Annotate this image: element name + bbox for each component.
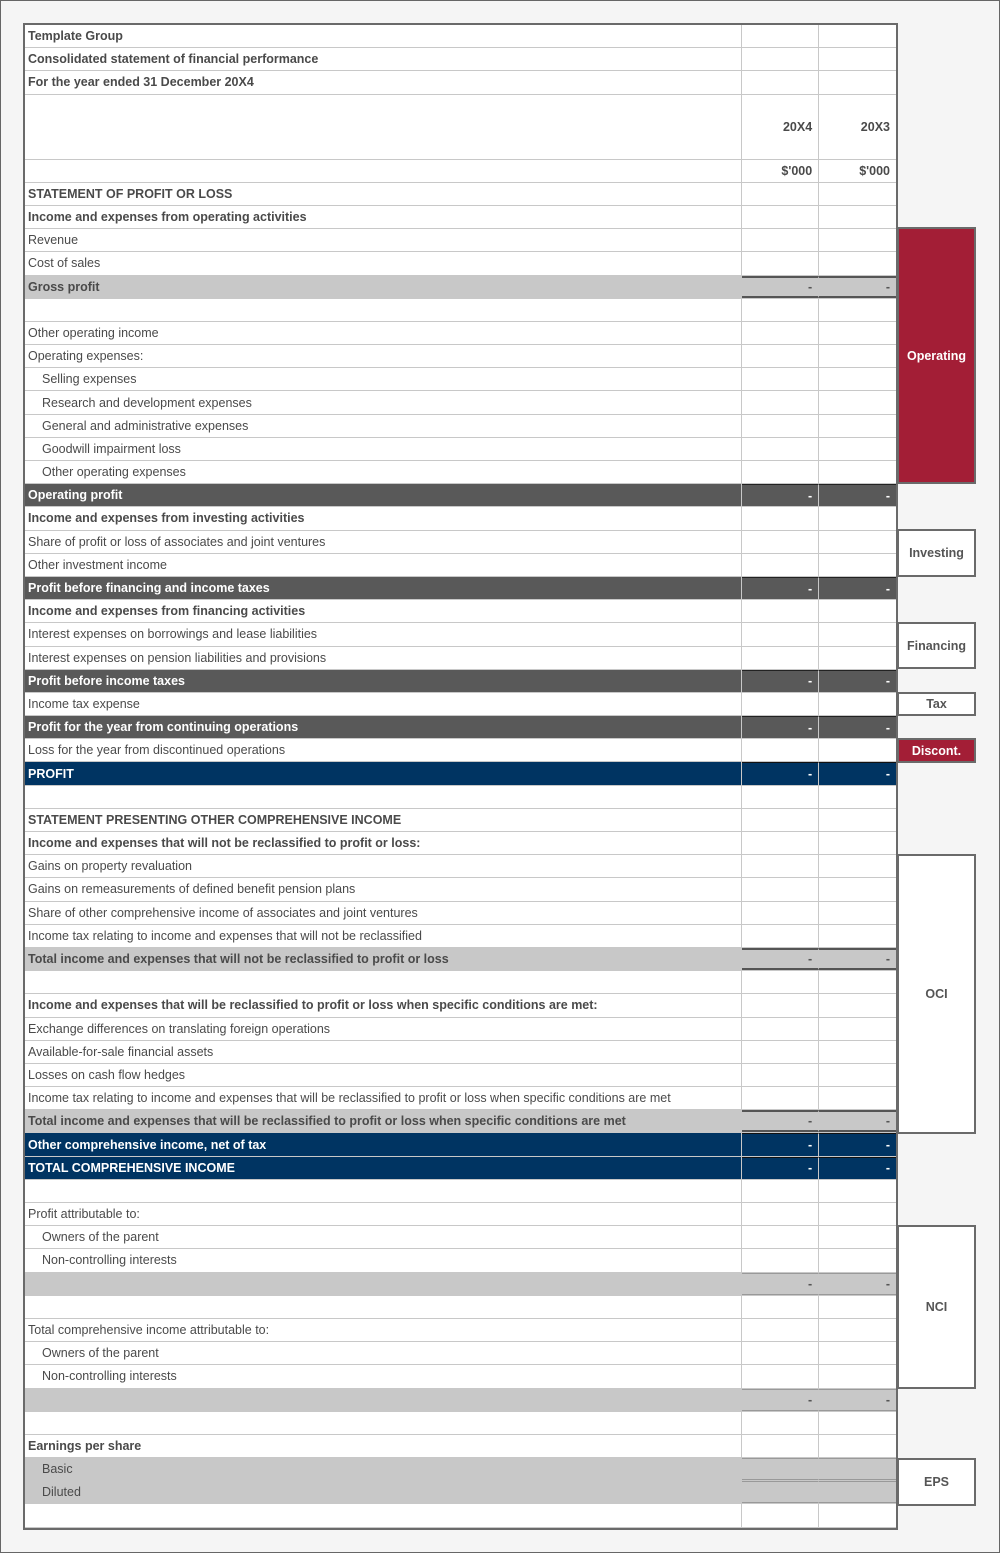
value-current[interactable] xyxy=(742,600,819,622)
table-row xyxy=(25,1064,896,1087)
table-row xyxy=(25,1296,896,1319)
row-label xyxy=(25,299,742,321)
value-prior[interactable] xyxy=(819,1342,896,1364)
side-label: Operating xyxy=(906,348,967,363)
value-prior[interactable] xyxy=(819,971,896,993)
value-prior[interactable] xyxy=(819,1041,896,1063)
value-current[interactable] xyxy=(742,438,819,460)
row-label: Other operating income xyxy=(25,322,742,344)
value-current[interactable] xyxy=(742,971,819,993)
value-prior[interactable] xyxy=(819,1481,896,1503)
cell[interactable] xyxy=(819,71,896,93)
value-current[interactable]: - xyxy=(742,716,819,738)
value-prior[interactable] xyxy=(819,1087,896,1109)
row-label xyxy=(25,786,742,808)
row-label: Non-controlling interests xyxy=(25,1365,742,1387)
row-label: Income and expenses from investing activities xyxy=(25,507,742,529)
value-prior[interactable] xyxy=(819,809,896,831)
table-row xyxy=(25,809,896,832)
value-current[interactable] xyxy=(742,368,819,390)
value-prior[interactable] xyxy=(819,1365,896,1387)
table-row xyxy=(25,902,896,925)
value-prior[interactable] xyxy=(819,415,896,437)
value-current[interactable] xyxy=(742,1481,819,1503)
value-prior[interactable] xyxy=(819,206,896,228)
table-row xyxy=(25,345,896,368)
table-row xyxy=(25,925,896,948)
row-label: Profit before income taxes xyxy=(25,670,742,692)
table-row xyxy=(25,438,896,461)
value-prior[interactable] xyxy=(819,299,896,321)
header-row-period xyxy=(25,71,896,94)
side-panel-tax xyxy=(898,692,976,716)
table-row xyxy=(25,368,896,391)
table-row xyxy=(25,554,896,577)
row-label: Other investment income xyxy=(25,554,742,576)
value-current[interactable] xyxy=(742,1296,819,1318)
value-prior[interactable] xyxy=(819,229,896,251)
row-label: Income and expenses that will be reclassified to profit or loss when specific conditions are met: xyxy=(25,994,742,1016)
value-prior[interactable] xyxy=(819,554,896,576)
table-row xyxy=(25,1481,896,1504)
row-label: Owners of the parent xyxy=(25,1342,742,1364)
row-label: Other operating expenses xyxy=(25,461,742,483)
value-current[interactable]: - xyxy=(742,1110,819,1132)
row-label: Exchange differences on translating foreign operations xyxy=(25,1018,742,1040)
side-panel-eps xyxy=(898,1458,976,1506)
side-label: Financing xyxy=(906,638,967,653)
income-statement-sheet xyxy=(23,23,898,1530)
value-current[interactable] xyxy=(742,786,819,808)
table-row xyxy=(25,762,896,785)
value-current[interactable] xyxy=(742,1018,819,1040)
value-prior[interactable] xyxy=(819,531,896,553)
row-label: Profit attributable to: xyxy=(25,1203,742,1225)
row-label: Total income and expenses that will not be reclassified to profit or loss xyxy=(25,948,742,970)
cell[interactable] xyxy=(742,25,819,47)
value-current[interactable] xyxy=(742,1412,819,1434)
value-current[interactable] xyxy=(742,461,819,483)
value-current[interactable] xyxy=(742,1064,819,1086)
table-row xyxy=(25,1389,896,1412)
table-row xyxy=(25,1018,896,1041)
value-prior[interactable]: - xyxy=(819,762,896,784)
table-row xyxy=(25,1110,896,1133)
value-prior[interactable] xyxy=(819,994,896,1016)
side-panel-oci xyxy=(898,854,976,1134)
value-current[interactable]: - xyxy=(742,276,819,298)
row-label: Gross profit xyxy=(25,276,742,298)
value-current[interactable] xyxy=(742,507,819,529)
value-current[interactable] xyxy=(742,391,819,413)
table-row xyxy=(25,600,896,623)
value-current[interactable]: - xyxy=(742,1157,819,1179)
side-panel-financing xyxy=(898,622,976,669)
table-row xyxy=(25,507,896,530)
table-row xyxy=(25,971,896,994)
row-label: Income and expenses from financing activities xyxy=(25,600,742,622)
value-prior[interactable] xyxy=(819,832,896,854)
statement-rows xyxy=(25,183,896,1528)
table-row xyxy=(25,299,896,322)
row-label: Revenue xyxy=(25,229,742,251)
row-label: Operating profit xyxy=(25,484,742,506)
cell[interactable] xyxy=(742,71,819,93)
value-current[interactable] xyxy=(742,554,819,576)
value-current[interactable] xyxy=(742,1504,819,1526)
value-prior[interactable] xyxy=(819,1319,896,1341)
value-current[interactable] xyxy=(742,994,819,1016)
row-label: Profit for the year from continuing operations xyxy=(25,716,742,738)
table-row xyxy=(25,1226,896,1249)
header-row-units xyxy=(25,160,896,183)
header-row-title xyxy=(25,48,896,71)
table-row xyxy=(25,693,896,716)
unit-current: $'000 xyxy=(742,160,819,182)
row-label: Share of profit or loss of associates and joint ventures xyxy=(25,531,742,553)
value-prior[interactable]: - xyxy=(819,577,896,599)
value-current[interactable] xyxy=(742,252,819,274)
row-label: Operating expenses: xyxy=(25,345,742,367)
value-current[interactable] xyxy=(742,299,819,321)
value-current[interactable] xyxy=(742,1203,819,1225)
value-current[interactable] xyxy=(742,855,819,877)
value-prior[interactable]: - xyxy=(819,1273,896,1295)
row-label: Profit before financing and income taxes xyxy=(25,577,742,599)
value-prior[interactable] xyxy=(819,322,896,344)
row-label: Gains on property revaluation xyxy=(25,855,742,877)
cell[interactable] xyxy=(742,48,819,70)
row-label: Other comprehensive income, net of tax xyxy=(25,1133,742,1155)
value-prior[interactable]: - xyxy=(819,670,896,692)
row-label: Owners of the parent xyxy=(25,1226,742,1248)
row-label: Losses on cash flow hedges xyxy=(25,1064,742,1086)
side-label: NCI xyxy=(925,1300,948,1314)
row-label: Interest expenses on borrowings and lease liabilities xyxy=(25,623,742,645)
value-prior[interactable] xyxy=(819,461,896,483)
value-prior[interactable]: - xyxy=(819,1389,896,1411)
blank-label xyxy=(25,95,742,159)
table-row xyxy=(25,623,896,646)
value-prior[interactable] xyxy=(819,1180,896,1202)
value-prior[interactable] xyxy=(819,1203,896,1225)
row-label: Selling expenses xyxy=(25,368,742,390)
table-row xyxy=(25,1412,896,1435)
side-label: OCI xyxy=(925,987,948,1001)
table-row xyxy=(25,183,896,206)
table-row xyxy=(25,1180,896,1203)
value-prior[interactable] xyxy=(819,1249,896,1271)
table-row xyxy=(25,577,896,600)
blank-label xyxy=(25,160,742,182)
value-current[interactable] xyxy=(742,693,819,715)
row-label: Share of other comprehensive income of associates and joint ventures xyxy=(25,902,742,924)
table-row xyxy=(25,994,896,1017)
header-row-company xyxy=(25,25,896,48)
value-current[interactable]: - xyxy=(742,484,819,506)
side-label: EPS xyxy=(923,1475,949,1489)
value-current[interactable] xyxy=(742,1180,819,1202)
value-prior[interactable] xyxy=(819,693,896,715)
value-prior[interactable] xyxy=(819,786,896,808)
value-prior[interactable] xyxy=(819,507,896,529)
side-panel-investing xyxy=(898,529,976,577)
company-name: Template Group xyxy=(25,25,742,47)
value-prior[interactable]: - xyxy=(819,484,896,506)
value-current[interactable] xyxy=(742,1458,819,1480)
value-current[interactable] xyxy=(742,1041,819,1063)
value-current[interactable] xyxy=(742,1249,819,1271)
row-label: Research and development expenses xyxy=(25,391,742,413)
row-label: Total income and expenses that will be reclassified to profit or loss when specific conditions are met xyxy=(25,1110,742,1132)
value-prior[interactable]: - xyxy=(819,948,896,970)
value-current[interactable] xyxy=(742,1342,819,1364)
table-row xyxy=(25,531,896,554)
row-label xyxy=(25,1296,742,1318)
value-current[interactable] xyxy=(742,902,819,924)
table-row xyxy=(25,1458,896,1481)
value-current[interactable] xyxy=(742,809,819,831)
table-row xyxy=(25,1249,896,1272)
table-row xyxy=(25,948,896,971)
table-row xyxy=(25,1342,896,1365)
side-panel-operating xyxy=(898,227,976,484)
table-row xyxy=(25,786,896,809)
side-label: Tax xyxy=(926,697,947,711)
row-label: Basic xyxy=(25,1458,742,1480)
row-label: Income and expenses that will not be reclassified to profit or loss: xyxy=(25,832,742,854)
value-prior[interactable] xyxy=(819,878,896,900)
value-prior[interactable] xyxy=(819,902,896,924)
table-row xyxy=(25,855,896,878)
statement-title: Consolidated statement of financial performance xyxy=(25,48,742,70)
row-label: TOTAL COMPREHENSIVE INCOME xyxy=(25,1157,742,1179)
row-label xyxy=(25,971,742,993)
table-row xyxy=(25,1365,896,1388)
value-current[interactable] xyxy=(742,183,819,205)
table-row xyxy=(25,670,896,693)
value-current[interactable]: - xyxy=(742,1389,819,1411)
row-label: Total comprehensive income attributable to: xyxy=(25,1319,742,1341)
value-current[interactable]: - xyxy=(742,762,819,784)
row-label: General and administrative expenses xyxy=(25,415,742,437)
value-current[interactable] xyxy=(742,739,819,761)
value-prior[interactable] xyxy=(819,1504,896,1526)
row-label: Income tax relating to income and expenses that will be reclassified to profit or loss when specific conditions are met xyxy=(25,1087,742,1109)
row-label: Available-for-sale financial assets xyxy=(25,1041,742,1063)
value-prior[interactable] xyxy=(819,1458,896,1480)
value-current[interactable] xyxy=(742,1365,819,1387)
header-row-years xyxy=(25,95,896,160)
col-header-prior: 20X3 xyxy=(860,119,890,134)
table-row xyxy=(25,276,896,299)
side-label: Discont. xyxy=(911,743,962,758)
value-current[interactable] xyxy=(742,1319,819,1341)
table-row xyxy=(25,415,896,438)
col-header-current: 20X4 xyxy=(742,95,819,159)
unit-prior: $'000 xyxy=(859,163,890,178)
value-current[interactable]: - xyxy=(742,948,819,970)
value-current[interactable] xyxy=(742,322,819,344)
row-label: Diluted xyxy=(25,1481,742,1503)
side-panel-discontinued xyxy=(898,738,976,763)
row-label: STATEMENT PRESENTING OTHER COMPREHENSIVE INCOME xyxy=(25,809,742,831)
row-label: Goodwill impairment loss xyxy=(25,438,742,460)
value-current[interactable] xyxy=(742,925,819,947)
value-prior[interactable] xyxy=(819,252,896,274)
value-prior[interactable] xyxy=(819,600,896,622)
table-row xyxy=(25,1133,896,1156)
value-current[interactable] xyxy=(742,1226,819,1248)
table-row xyxy=(25,716,896,739)
value-prior[interactable] xyxy=(819,647,896,669)
table-row xyxy=(25,1041,896,1064)
table-row xyxy=(25,647,896,670)
row-label: Income tax relating to income and expenses that will not be reclassified xyxy=(25,925,742,947)
value-current[interactable] xyxy=(742,345,819,367)
value-prior[interactable] xyxy=(819,1226,896,1248)
value-current[interactable]: - xyxy=(742,670,819,692)
value-prior[interactable] xyxy=(819,1064,896,1086)
value-prior[interactable]: - xyxy=(819,276,896,298)
value-current[interactable] xyxy=(742,206,819,228)
value-prior[interactable] xyxy=(819,739,896,761)
value-current[interactable] xyxy=(742,1435,819,1457)
value-current[interactable] xyxy=(742,647,819,669)
table-row xyxy=(25,1087,896,1110)
row-label: Income tax expense xyxy=(25,693,742,715)
table-row xyxy=(25,832,896,855)
cell[interactable] xyxy=(819,25,896,47)
row-label: Non-controlling interests xyxy=(25,1249,742,1271)
table-row xyxy=(25,878,896,901)
value-prior[interactable]: - xyxy=(819,1133,896,1155)
value-prior[interactable]: - xyxy=(819,1110,896,1132)
value-prior[interactable]: - xyxy=(819,716,896,738)
row-label: Interest expenses on pension liabilities and provisions xyxy=(25,647,742,669)
value-current[interactable]: - xyxy=(742,1273,819,1295)
value-prior[interactable] xyxy=(819,368,896,390)
value-prior[interactable] xyxy=(819,1296,896,1318)
row-label xyxy=(25,1412,742,1434)
table-row xyxy=(25,322,896,345)
table-row xyxy=(25,1435,896,1458)
value-current[interactable]: - xyxy=(742,1133,819,1155)
table-row xyxy=(25,391,896,414)
value-prior[interactable] xyxy=(819,345,896,367)
value-prior[interactable] xyxy=(819,855,896,877)
value-current[interactable]: - xyxy=(742,577,819,599)
table-row xyxy=(25,1157,896,1180)
value-current[interactable] xyxy=(742,878,819,900)
row-label: PROFIT xyxy=(25,762,742,784)
table-row xyxy=(25,1273,896,1296)
row-label: Cost of sales xyxy=(25,252,742,274)
table-row xyxy=(25,252,896,275)
value-current[interactable] xyxy=(742,531,819,553)
cell[interactable] xyxy=(819,48,896,70)
value-current[interactable] xyxy=(742,415,819,437)
table-row xyxy=(25,1504,896,1527)
row-label xyxy=(25,1504,742,1526)
value-prior[interactable] xyxy=(819,1412,896,1434)
value-prior[interactable] xyxy=(819,183,896,205)
table-row xyxy=(25,1203,896,1226)
value-current[interactable] xyxy=(742,832,819,854)
table-row xyxy=(25,739,896,762)
value-prior[interactable] xyxy=(819,391,896,413)
row-label: Income and expenses from operating activities xyxy=(25,206,742,228)
value-prior[interactable] xyxy=(819,1018,896,1040)
table-row xyxy=(25,1319,896,1342)
table-row xyxy=(25,461,896,484)
row-label: Loss for the year from discontinued operations xyxy=(25,739,742,761)
row-label: Earnings per share xyxy=(25,1435,742,1457)
value-prior[interactable] xyxy=(819,1435,896,1457)
row-label: STATEMENT OF PROFIT OR LOSS xyxy=(25,183,742,205)
table-row xyxy=(25,229,896,252)
side-panel-nci xyxy=(898,1225,976,1389)
row-label xyxy=(25,1389,742,1411)
value-current[interactable] xyxy=(742,1087,819,1109)
row-label xyxy=(25,1180,742,1202)
side-label: Investing xyxy=(909,546,964,560)
table-row xyxy=(25,484,896,507)
value-current[interactable] xyxy=(742,623,819,645)
table-row xyxy=(25,206,896,229)
value-current[interactable] xyxy=(742,229,819,251)
value-prior[interactable]: - xyxy=(819,1157,896,1179)
value-prior[interactable] xyxy=(819,925,896,947)
row-label: Gains on remeasurements of defined benefit pension plans xyxy=(25,878,742,900)
value-prior[interactable] xyxy=(819,623,896,645)
value-prior[interactable] xyxy=(819,438,896,460)
row-label xyxy=(25,1273,742,1295)
period-label: For the year ended 31 December 20X4 xyxy=(25,71,742,93)
